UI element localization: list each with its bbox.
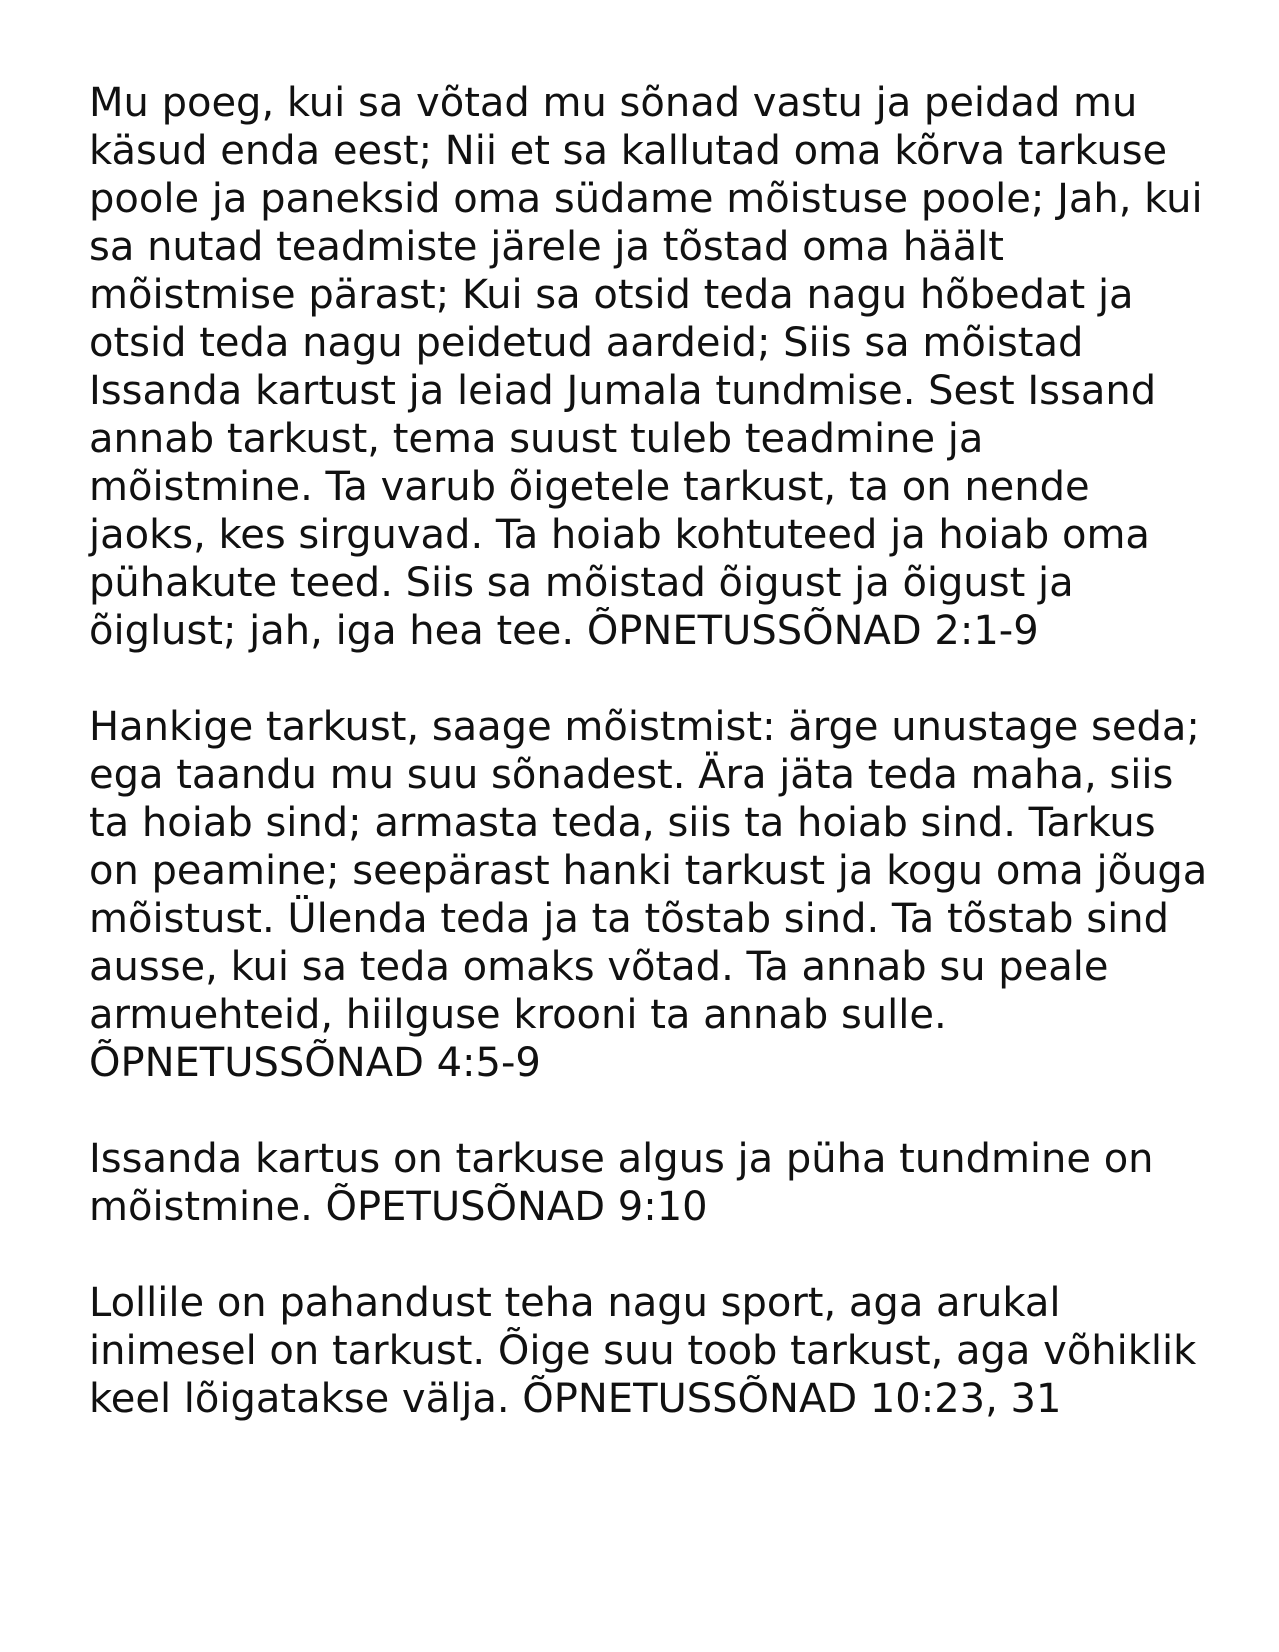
paragraph-proverbs-9: Issanda kartus on tarkuse algus ja püha tundmine on mõistmine. ÕPETUSÕNAD 9:10 [89, 1136, 1154, 1230]
document-page [89, 79, 1209, 1423]
paragraph-proverbs-10: Lollile on pahandust teha nagu sport, aga arukal inimesel on tarkust. Õige suu toob tarkust, aga võhiklik keel lõigatakse välja. ÕPNETUSSÕNAD 10:23, 31 [89, 1280, 1197, 1422]
paragraph-proverbs-4: Hankige tarkust, saage mõistmist: ärge unustage seda; ega taandu mu suu sõnadest. Ära jäta teda maha, siis ta hoiab sind; armasta teda, siis ta hoiab sind. Tarkus on peamine; seepärast hanki tarkust ja kogu oma jõuga mõistust. Ülenda teda ja ta tõstab sind. Ta tõstab sind ausse, kui sa teda omaks võtad. Ta annab su peale armuehteid, hiilguse krooni ta annab sulle. ÕPNETUSSÕNAD 4:5-9 [89, 704, 1208, 1086]
paragraph-proverbs-2: Mu poeg, kui sa võtad mu sõnad vastu ja peidad mu käsud enda eest; Nii et sa kallutad oma kõrva tarkuse poole ja paneksid oma südame mõistuse poole; Jah, kui sa nutad teadmiste järele ja tõstad oma häält mõistmise pärast; Kui sa otsid teda nagu hõbedat ja otsid teda nagu peidetud aardeid; Siis sa mõistad Issanda kartust ja leiad Jumala tundmise. Sest Issand annab tarkust, tema suust tuleb teadmine ja mõistmine. Ta varub õigetele tarkust, ta on nende jaoks, kes sirguvad. Ta hoiab kohtuteed ja hoiab oma pühakute teed. Siis sa mõistad õigust ja õigust ja õiglust; jah, iga hea tee. ÕPNETUSSÕNAD 2:1-9 [89, 80, 1203, 654]
